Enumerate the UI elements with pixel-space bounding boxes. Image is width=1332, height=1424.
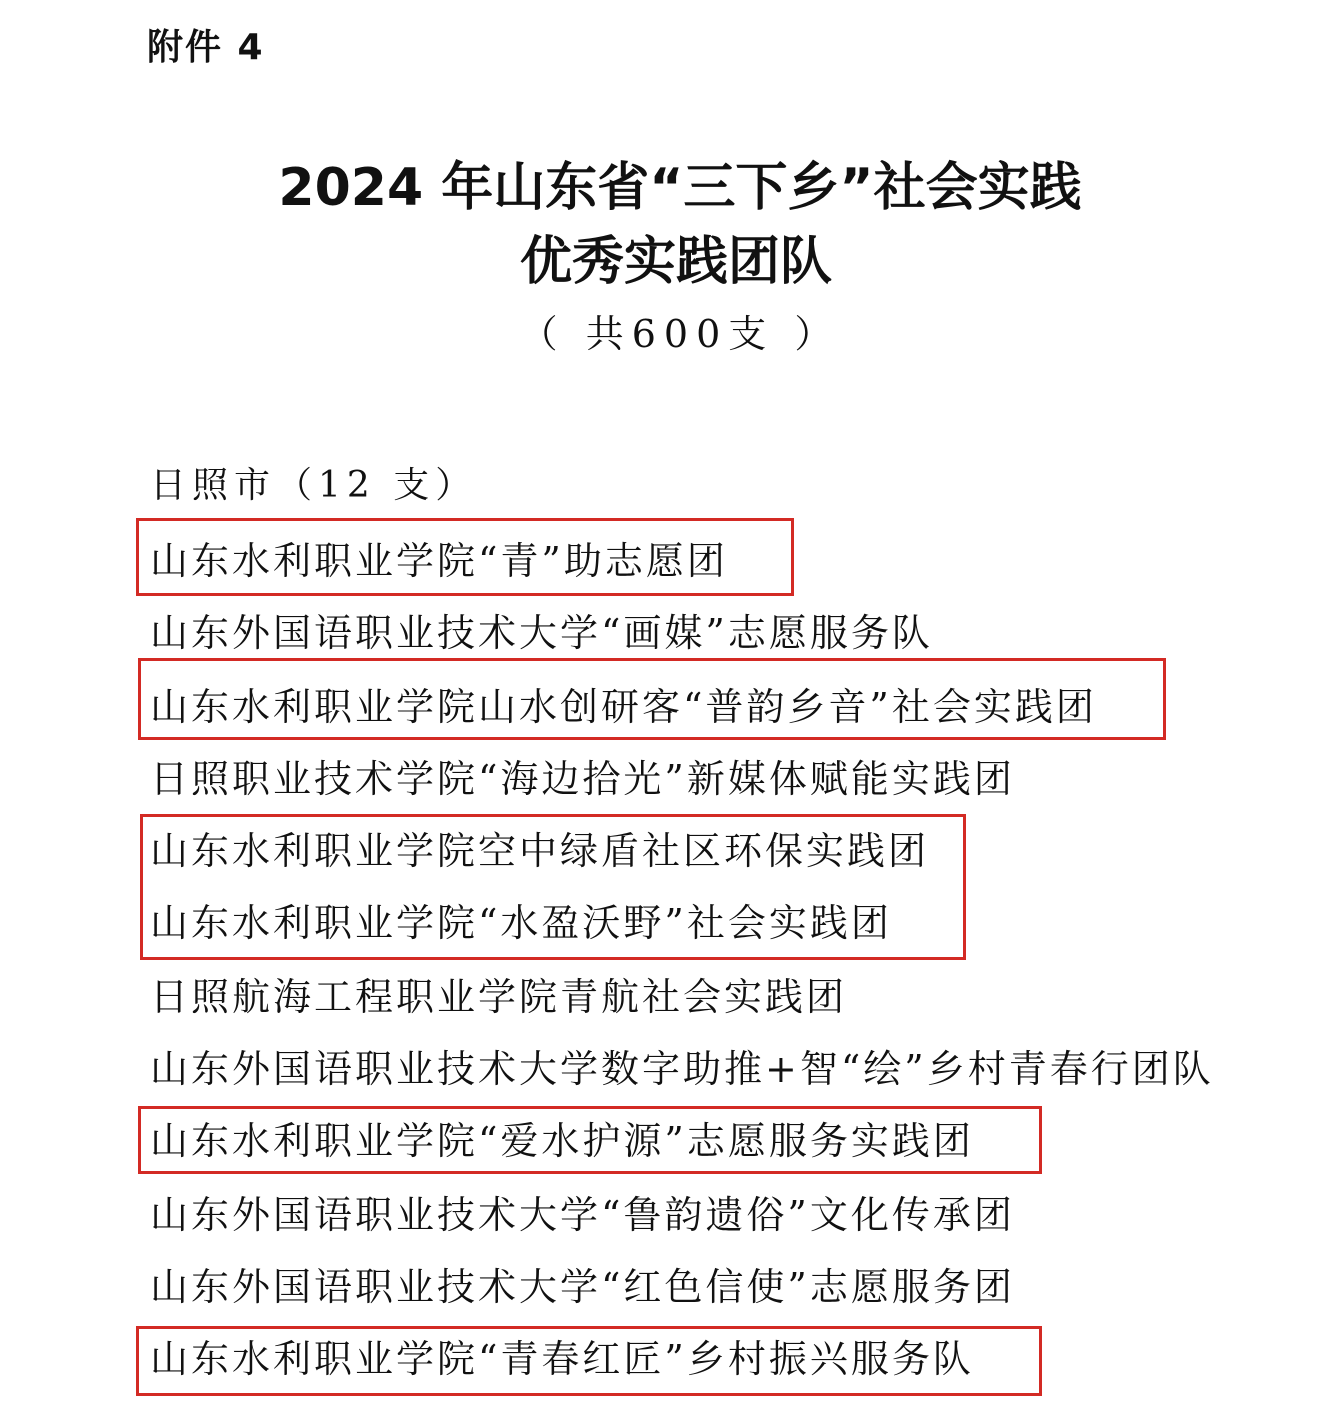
team-item: 山东水利职业学院“青春红匠”乡村振兴服务队 — [150, 1337, 974, 1381]
highlight-box — [136, 1326, 1042, 1396]
team-item: 山东水利职业学院“青”助志愿团 — [150, 539, 728, 583]
team-item: 山东外国语职业技术大学“红色信使”志愿服务团 — [150, 1265, 1015, 1309]
team-item: 山东水利职业学院山水创研客“普韵乡音”社会实践团 — [150, 685, 1097, 729]
team-item: 日照职业技术学院“海边拾光”新媒体赋能实践团 — [150, 757, 1015, 801]
team-item: 山东外国语职业技术大学“鲁韵遗俗”文化传承团 — [150, 1193, 1015, 1237]
page-title-line-2: 优秀实践团队 — [519, 232, 832, 292]
team-item: 山东水利职业学院空中绿盾社区环保实践团 — [150, 829, 930, 873]
highlight-box — [138, 658, 1166, 740]
city-heading: 日照市（12 支） — [150, 465, 478, 506]
highlight-box — [140, 814, 966, 960]
team-item: 山东外国语职业技术大学“画媒”志愿服务队 — [150, 611, 933, 655]
team-item: 山东水利职业学院“水盈沃野”社会实践团 — [150, 901, 892, 945]
team-item: 山东外国语职业技术大学数字助推+智“绘”乡村青春行团队 — [150, 1047, 1214, 1091]
highlight-box — [138, 1106, 1042, 1174]
highlight-box — [136, 518, 794, 596]
page-title-line-1: 2024 年山东省“三下乡”社会实践 — [278, 158, 1082, 218]
team-item: 日照航海工程职业学院青航社会实践团 — [150, 975, 848, 1019]
attachment-label: 附件 4 — [147, 27, 265, 68]
team-item: 山东水利职业学院“爱水护源”志愿服务实践团 — [150, 1119, 974, 1163]
total-count: （ 共600支 ） — [519, 312, 841, 356]
